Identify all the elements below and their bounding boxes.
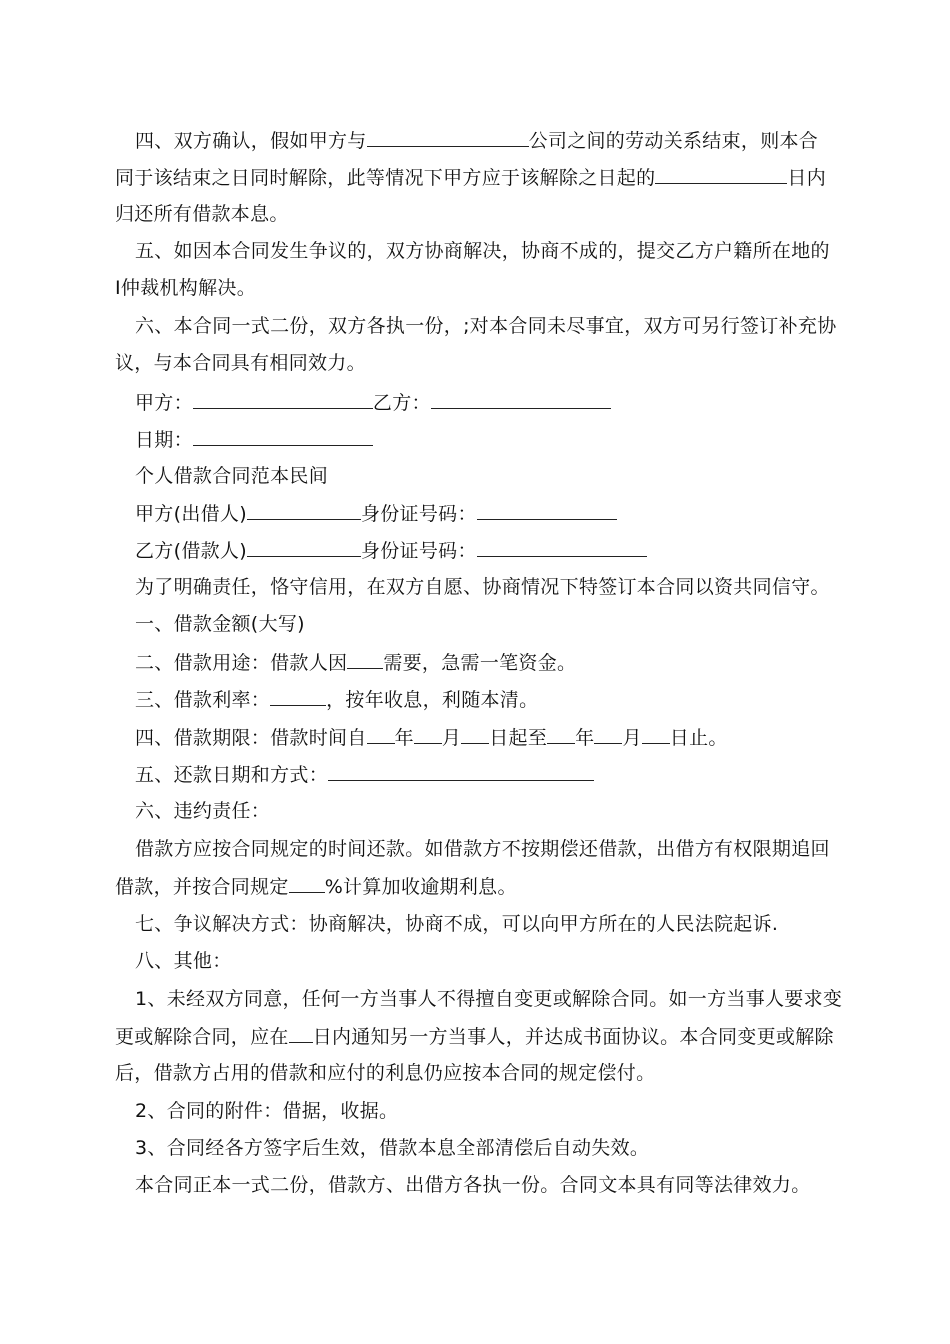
text: 同于该结束之日同时解除，此等情况下甲方应于该解除之日起的 xyxy=(115,167,656,189)
clause-purpose xyxy=(135,650,576,675)
final-line: 本合同正本一式二份，借款方、出借方各执一份。合同文本具有同等法律效力。 xyxy=(135,1174,811,1196)
clause-4-line-2 xyxy=(115,165,826,190)
clause-other: 八、其他： xyxy=(135,950,232,972)
clause-amount: 一、借款金额(大写) xyxy=(135,613,305,635)
text: 公司之间的劳动关系结束，则本合 xyxy=(528,130,819,152)
text: 四、双方确认，假如甲方与 xyxy=(135,130,367,152)
clause-5-line-1: 五、如因本合同发生争议的，双方协商解决，协商不成的，提交乙方户籍所在地的 xyxy=(135,240,830,262)
lender-id-blank xyxy=(477,501,617,520)
notice-days-blank xyxy=(289,1024,313,1043)
text: 日起至 xyxy=(489,727,548,749)
text: 更或解除合同，应在 xyxy=(115,1026,289,1048)
text: 日内 xyxy=(787,167,827,189)
contract-title: 个人借款合同范本民间 xyxy=(135,465,329,487)
clause-6-line-2: 议，与本合同具有相同效力。 xyxy=(115,352,366,374)
date-line xyxy=(135,427,373,452)
lender-label: 甲方(出借人) xyxy=(135,503,247,525)
date-blank xyxy=(193,427,373,446)
text: 五、还款日期和方式： xyxy=(135,764,329,786)
clause-dispute: 七、争议解决方式：协商解决，协商不成，可以向甲方所在的人民法院起诉. xyxy=(135,913,779,935)
borrower-id-blank xyxy=(477,538,647,557)
text: 月 xyxy=(441,727,462,749)
clause-term xyxy=(135,725,728,750)
clause-rate xyxy=(135,687,538,712)
signature-line xyxy=(135,390,611,415)
text: 年 xyxy=(394,727,414,749)
other-1-line-1: 1、未经双方同意，任何一方当事人不得擅自变更或解除合同。如一方当事人要求变 xyxy=(135,988,843,1010)
percent-blank xyxy=(289,874,325,893)
text: 月 xyxy=(622,727,642,749)
other-3: 3、合同经各方签字后生效，借款本息全部清偿后自动失效。 xyxy=(135,1137,650,1159)
text: 日内通知另一方当事人，并达成书面协议。本合同变更或解除 xyxy=(312,1026,834,1048)
liability-line-2 xyxy=(115,874,517,899)
text: 四、借款期限：借款时间自 xyxy=(135,727,367,749)
rate-blank xyxy=(270,687,326,706)
party-a-label: 甲方： xyxy=(135,392,193,414)
borrower-name-blank xyxy=(247,538,361,557)
date-label: 日期： xyxy=(135,429,193,451)
company-blank xyxy=(367,128,529,147)
intro-line: 为了明确责任，恪守信用，在双方自愿、协商情况下特签订本合同以资共同信守。 xyxy=(135,576,830,598)
blank xyxy=(547,725,575,744)
clause-liability: 六、违约责任： xyxy=(135,800,271,822)
clause-repayment xyxy=(135,762,594,787)
party-a-blank xyxy=(193,390,373,409)
blank xyxy=(594,725,622,744)
clause-5-line-2: I仲裁机构解决。 xyxy=(115,277,257,299)
text: 日止。 xyxy=(669,727,728,749)
liability-line-1: 借款方应按合同规定的时间还款。如借款方不按期偿还借款，出借方有权限期追回 xyxy=(135,838,830,860)
days-blank xyxy=(655,165,787,184)
text: 三、借款利率： xyxy=(135,689,271,711)
text: 年 xyxy=(575,727,595,749)
purpose-blank xyxy=(347,650,383,669)
repayment-blank xyxy=(328,762,594,781)
borrower-label: 乙方(借款人) xyxy=(135,540,247,562)
text: ，按年收息，利随本清。 xyxy=(326,689,539,711)
borrower-id-label: 身份证号码： xyxy=(360,540,477,562)
clause-4-line-1 xyxy=(135,128,818,153)
clause-4-line-3: 归还所有借款本息。 xyxy=(115,203,289,225)
text: 借款，并按合同规定 xyxy=(115,876,289,898)
text: 需要，急需一笔资金。 xyxy=(383,652,577,674)
lender-line xyxy=(135,501,617,526)
lender-id-label: 身份证号码： xyxy=(360,503,477,525)
blank xyxy=(642,725,670,744)
blank xyxy=(367,725,395,744)
lender-name-blank xyxy=(247,501,361,520)
clause-6-line-1: 六、本合同一式二份，双方各执一份，;对本合同未尽事宜，双方可另行签订补充协 xyxy=(135,315,837,337)
party-b-blank xyxy=(431,390,611,409)
other-1-line-2 xyxy=(115,1024,834,1049)
blank xyxy=(414,725,442,744)
blank xyxy=(461,725,489,744)
borrower-line xyxy=(135,538,647,563)
text: %计算加收逾期利息。 xyxy=(324,876,517,898)
other-1-line-3: 后，借款方占用的借款和应付的利息仍应按本合同的规定偿付。 xyxy=(115,1062,656,1084)
text: 二、借款用途：借款人因 xyxy=(135,652,348,674)
other-2: 2、合同的附件：借据，收据。 xyxy=(135,1100,399,1122)
party-b-label: 乙方： xyxy=(372,392,431,414)
